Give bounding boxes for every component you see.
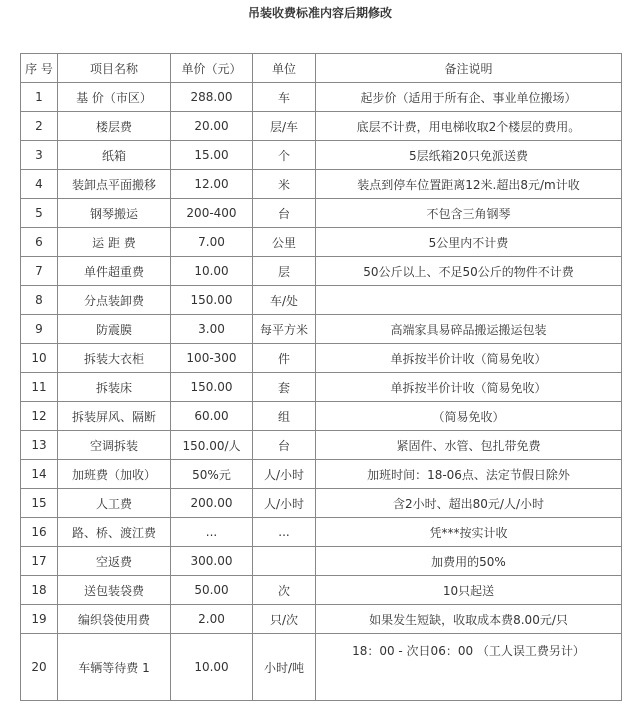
table-row bbox=[21, 315, 622, 344]
cell-note: 10只起送 bbox=[316, 576, 622, 605]
cell-price: 2.00 bbox=[171, 605, 253, 634]
cell-note: 凭***按实计收 bbox=[316, 518, 622, 547]
cell-name: 路、桥、渡江费 bbox=[58, 518, 171, 547]
cell-note: 加费用的50% bbox=[316, 547, 622, 576]
cell-name: 编织袋使用费 bbox=[58, 605, 171, 634]
cell-no: 14 bbox=[21, 460, 58, 489]
cell-price: 10.00 bbox=[171, 257, 253, 286]
cell-note: 5层纸箱20只免派送费 bbox=[316, 141, 622, 170]
cell-unit: ... bbox=[253, 518, 316, 547]
cell-unit: 台 bbox=[253, 199, 316, 228]
table-row bbox=[21, 344, 622, 373]
table-row bbox=[21, 112, 622, 141]
table-row bbox=[21, 431, 622, 460]
cell-no: 18 bbox=[21, 576, 58, 605]
cell-name: 基 价（市区） bbox=[58, 83, 171, 112]
cell-unit bbox=[253, 547, 316, 576]
cell-no: 2 bbox=[21, 112, 58, 141]
cell-price: ... bbox=[171, 518, 253, 547]
cell-no: 1 bbox=[21, 83, 58, 112]
cell-no: 3 bbox=[21, 141, 58, 170]
cell-name: 装卸点平面搬移 bbox=[58, 170, 171, 199]
table-body bbox=[21, 83, 622, 701]
cell-note: 单拆按半价计收（简易免收） bbox=[316, 344, 622, 373]
cell-name: 拆装屏风、隔断 bbox=[58, 402, 171, 431]
cell-price: 15.00 bbox=[171, 141, 253, 170]
cell-unit: 人/小时 bbox=[253, 460, 316, 489]
cell-price: 20.00 bbox=[171, 112, 253, 141]
cell-name: 楼层费 bbox=[58, 112, 171, 141]
cell-unit: 次 bbox=[253, 576, 316, 605]
cell-note: 起步价（适用于所有企、事业单位搬场） bbox=[316, 83, 622, 112]
table-row bbox=[21, 83, 622, 112]
cell-name: 拆装床 bbox=[58, 373, 171, 402]
table-row bbox=[21, 576, 622, 605]
cell-price: 60.00 bbox=[171, 402, 253, 431]
cell-note: 底层不计费，用电梯收取2个楼层的费用。 bbox=[316, 112, 622, 141]
cell-price: 200-400 bbox=[171, 199, 253, 228]
cell-name: 空调拆装 bbox=[58, 431, 171, 460]
cell-note: 含2小时、超出80元/人/小时 bbox=[316, 489, 622, 518]
cell-note: 高端家具易碎品搬运搬运包装 bbox=[316, 315, 622, 344]
page-title: 吊装收费标准内容后期修改 bbox=[247, 6, 392, 20]
cell-no: 12 bbox=[21, 402, 58, 431]
header-unit: 单位 bbox=[253, 54, 316, 83]
cell-price: 50.00 bbox=[171, 576, 253, 605]
cell-name: 加班费（加收） bbox=[58, 460, 171, 489]
cell-name: 单件超重费 bbox=[58, 257, 171, 286]
cell-unit: 米 bbox=[253, 170, 316, 199]
table-row bbox=[21, 286, 622, 315]
cell-price: 150.00 bbox=[171, 373, 253, 402]
table-row bbox=[21, 199, 622, 228]
cell-unit: 层/车 bbox=[253, 112, 316, 141]
cell-name: 空返费 bbox=[58, 547, 171, 576]
table-row bbox=[21, 228, 622, 257]
cell-note: 加班时间：18-06点、法定节假日除外 bbox=[316, 460, 622, 489]
cell-no: 10 bbox=[21, 344, 58, 373]
cell-no: 4 bbox=[21, 170, 58, 199]
cell-note: 如果发生短缺，收取成本费8.00元/只 bbox=[316, 605, 622, 634]
cell-no: 13 bbox=[21, 431, 58, 460]
cell-name: 车辆等待费 1 bbox=[58, 634, 171, 701]
table-row bbox=[21, 634, 622, 701]
fee-table bbox=[20, 53, 622, 701]
cell-price: 150.00/人 bbox=[171, 431, 253, 460]
cell-price: 300.00 bbox=[171, 547, 253, 576]
table-row bbox=[21, 141, 622, 170]
cell-no: 9 bbox=[21, 315, 58, 344]
cell-price: 200.00 bbox=[171, 489, 253, 518]
cell-no: 7 bbox=[21, 257, 58, 286]
cell-unit: 车 bbox=[253, 83, 316, 112]
table-header-row bbox=[21, 54, 622, 83]
cell-no: 8 bbox=[21, 286, 58, 315]
cell-no: 15 bbox=[21, 489, 58, 518]
cell-unit: 小时/吨 bbox=[253, 634, 316, 701]
cell-note: 单拆按半价计收（简易免收） bbox=[316, 373, 622, 402]
header-price: 单价（元） bbox=[171, 54, 253, 83]
cell-no: 5 bbox=[21, 199, 58, 228]
cell-name: 运 距 费 bbox=[58, 228, 171, 257]
cell-note: 紧固件、水管、包扎带免费 bbox=[316, 431, 622, 460]
cell-no: 6 bbox=[21, 228, 58, 257]
cell-price: 50%元 bbox=[171, 460, 253, 489]
cell-unit: 公里 bbox=[253, 228, 316, 257]
cell-unit: 件 bbox=[253, 344, 316, 373]
cell-unit: 组 bbox=[253, 402, 316, 431]
cell-unit: 套 bbox=[253, 373, 316, 402]
cell-unit: 个 bbox=[253, 141, 316, 170]
table-row bbox=[21, 257, 622, 286]
cell-no: 11 bbox=[21, 373, 58, 402]
cell-name: 送包装袋费 bbox=[58, 576, 171, 605]
header-name: 项目名称 bbox=[58, 54, 171, 83]
cell-no: 20 bbox=[21, 634, 58, 701]
cell-price: 10.00 bbox=[171, 634, 253, 701]
cell-unit: 层 bbox=[253, 257, 316, 286]
cell-name: 纸箱 bbox=[58, 141, 171, 170]
header-no: 序 号 bbox=[21, 54, 58, 83]
table-row bbox=[21, 605, 622, 634]
cell-note: 5公里内不计费 bbox=[316, 228, 622, 257]
cell-name: 分点装卸费 bbox=[58, 286, 171, 315]
cell-price: 150.00 bbox=[171, 286, 253, 315]
cell-unit: 只/次 bbox=[253, 605, 316, 634]
table-row bbox=[21, 489, 622, 518]
cell-name: 防震膜 bbox=[58, 315, 171, 344]
cell-note: 装点到停车位置距离12米.超出8元/m计收 bbox=[316, 170, 622, 199]
cell-no: 16 bbox=[21, 518, 58, 547]
cell-note bbox=[316, 286, 622, 315]
cell-name: 拆装大衣柜 bbox=[58, 344, 171, 373]
cell-price: 12.00 bbox=[171, 170, 253, 199]
cell-unit: 人/小时 bbox=[253, 489, 316, 518]
table-row bbox=[21, 170, 622, 199]
table-row bbox=[21, 460, 622, 489]
table-row bbox=[21, 518, 622, 547]
cell-price: 100-300 bbox=[171, 344, 253, 373]
cell-note: 18：00 - 次日06：00 （工人误工费另计） bbox=[316, 634, 622, 701]
cell-note: 不包含三角钢琴 bbox=[316, 199, 622, 228]
cell-note: （简易免收） bbox=[316, 402, 622, 431]
cell-price: 288.00 bbox=[171, 83, 253, 112]
table-row bbox=[21, 373, 622, 402]
cell-name: 钢琴搬运 bbox=[58, 199, 171, 228]
table-row bbox=[21, 402, 622, 431]
cell-unit: 每平方米 bbox=[253, 315, 316, 344]
cell-no: 17 bbox=[21, 547, 58, 576]
cell-no: 19 bbox=[21, 605, 58, 634]
cell-price: 3.00 bbox=[171, 315, 253, 344]
table-row bbox=[21, 547, 622, 576]
cell-price: 7.00 bbox=[171, 228, 253, 257]
cell-unit: 台 bbox=[253, 431, 316, 460]
cell-unit: 车/处 bbox=[253, 286, 316, 315]
cell-note: 50公斤以上、不足50公斤的物件不计费 bbox=[316, 257, 622, 286]
cell-name: 人工费 bbox=[58, 489, 171, 518]
header-note: 备注说明 bbox=[316, 54, 622, 83]
